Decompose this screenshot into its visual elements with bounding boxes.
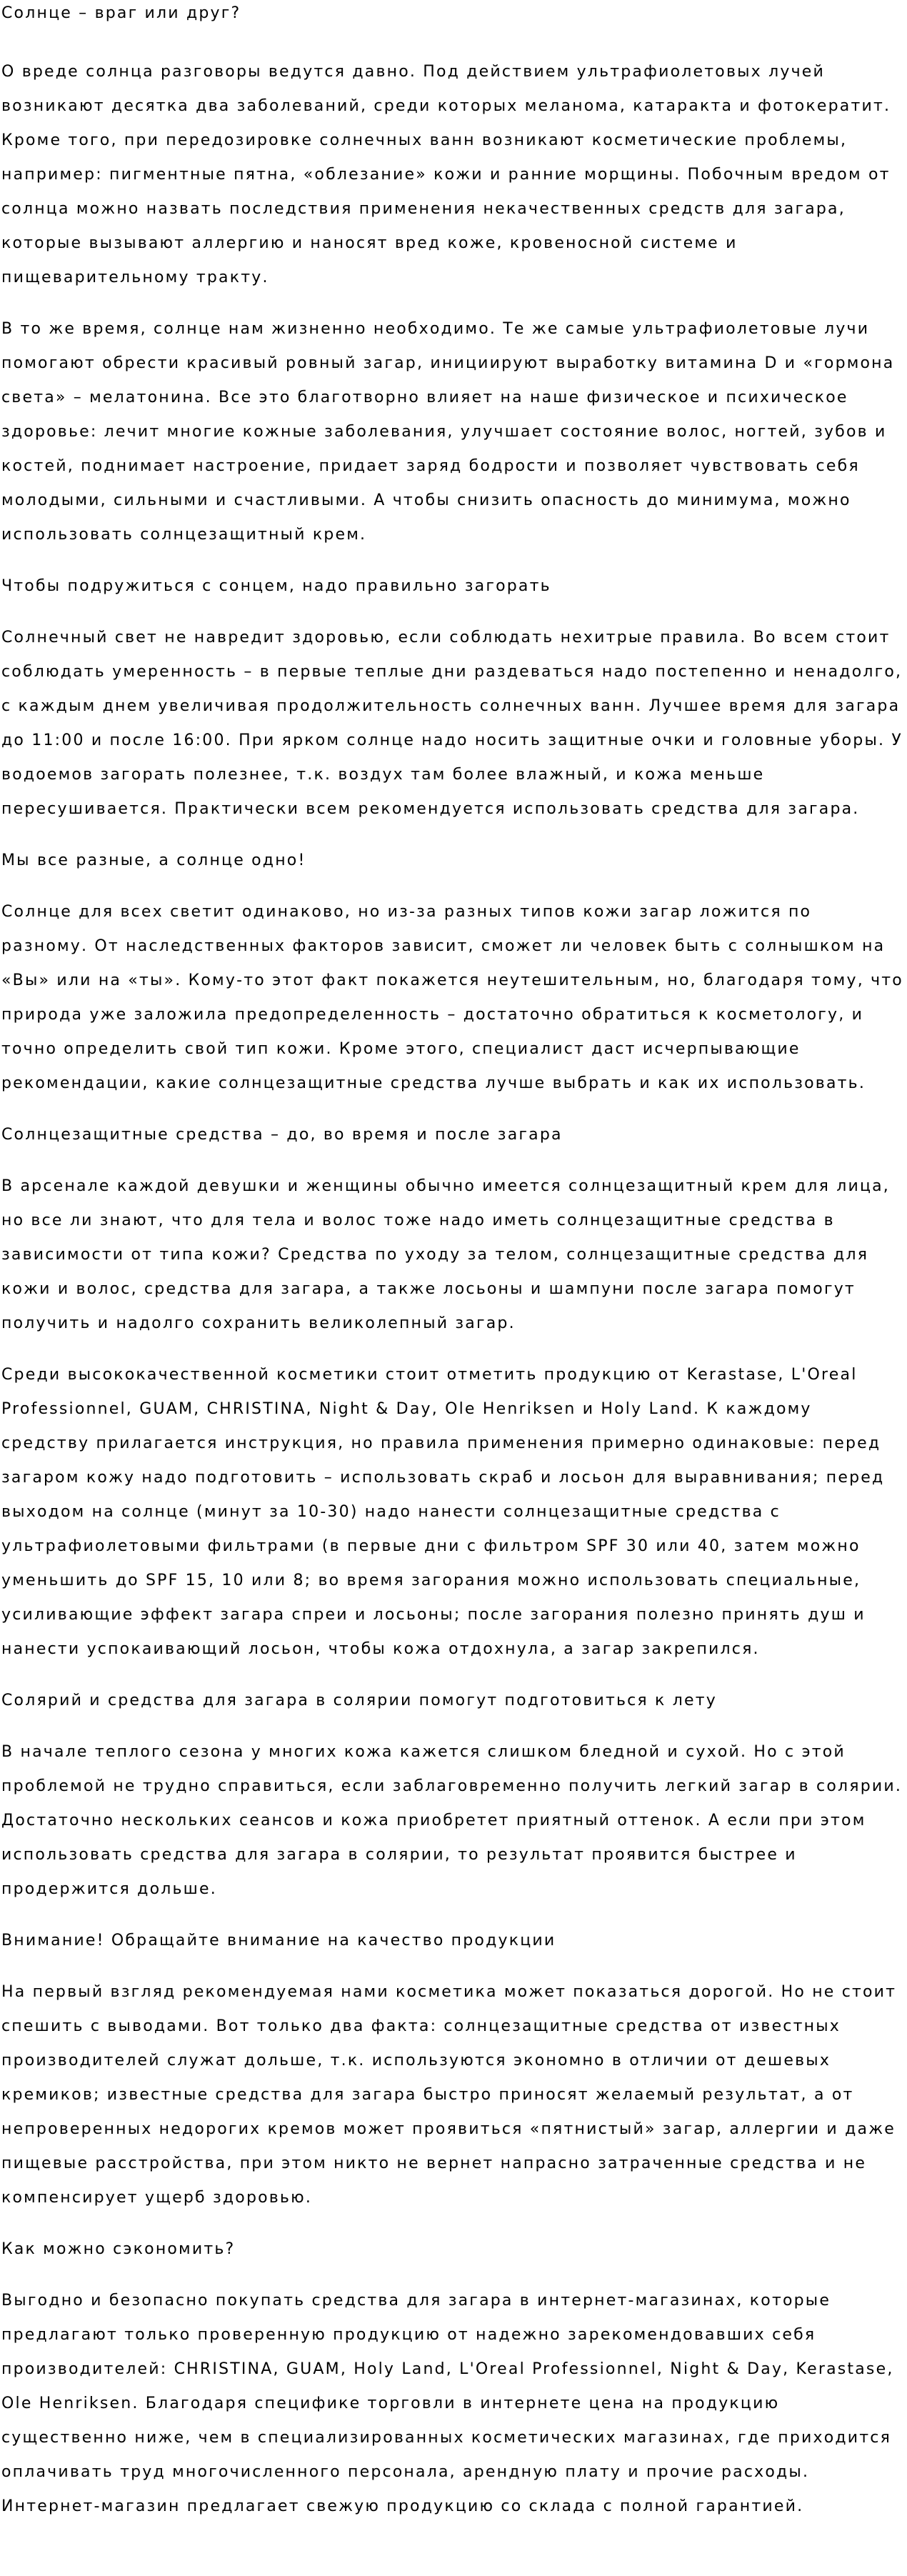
section-heading: Чтобы подружиться с сонцем, надо правильно загорать [1,577,551,595]
section-heading: Солярий и средства для загара в солярии помогут подготовиться к лету [1,1692,717,1709]
section-heading: Как можно сэкономить? [1,2240,236,2258]
paragraph: Солнце для всех светит одинаково, но из-за разных типов кожи загар ложится по разному. От наследственных факторов зависит, сможет ли человек быть с солнышком на «Вы» или на «ты». Кому-то этот факт покажется неутешительным, но, благодаря тому, что природа уже заложила предопределенность – достаточно обратиться к косметологу, и точно определить свой тип кожи. Кроме этого, специалист даст исчерпывающие рекомендации, какие солнцезащитные средства лучше выбрать и как их использовать. [1,903,903,1092]
paragraph: В арсенале каждой девушки и женщины обычно имеется солнцезащитный крем для лица, но все ли знают, что для тела и волос тоже надо иметь солнцезащитные средства в зависимости от типа кожи? Средства по уходу за телом, солнцезащитные средства для кожи и волос, средства для загара, а также лосьоны и шампуни после загара помогут получить и надолго сохранить великолепный загар. [1,1177,890,1332]
paragraph: Среди высококачественной косметики стоит отметить продукцию от Kerastase, L'Oreal Professionnel, GUAM, CHRISTINA, Night & Day, Ole Henriksen и Holy Land. К каждому средству прилагается инструкция, но правила применения примерно одинаковые: перед загаром кожу надо подготовить – использовать скраб и лосьон для выравнивания; перед выходом на солнце (минут за 10-30) надо нанести солнцезащитные средства с ультрафиолетовыми фильтрами (в первые дни с фильтром SPF 30 или 40, затем можно уменьшить до SPF 15, 10 или 8; во время загорания можно использовать специальные, усиливающие эффект загара спреи и лосьоны; после загорания полезно принять душ и нанести успокаивающий лосьон, чтобы кожа отдохнула, а загар закрепился. [1,1366,885,1658]
paragraph: О вреде солнца разговоры ведутся давно. Под действием ультрафиолетовых лучей возникают десятка два заболеваний, среди которых меланома, катаракта и фотокератит. Кроме того, при передозировке солнечных ванн возникают косметические проблемы, например: пигментные пятна, «облезание» кожи и ранние морщины. Побочным вредом от солнца можно назвать последствия применения некачественных средств для загара, которые вызывают аллергию и наносят вред коже, кровеносной системе и пищеварительному тракту. [1,63,891,286]
page-title: Солнце – враг или друг? [1,4,241,22]
paragraph: Выгодно и безопасно покупать средства для загара в интернет-магазинах, которые предлагают только проверенную продукцию от надежно зарекомендовавших себя производителей: CHRISTINA, GUAM, Holy Land, L'Oreal Professionnel, Night & Day, Kerastase, Ole Henriksen. Благодаря специфике торговли в интернете цена на продукцию существенно ниже, чем в специализированных косметических магазинах, где приходится оплачивать труд многочисленного персонала, арендную плату и прочие расходы. Интернет-магазин предлагает свежую продукцию со склада с полной гарантией. [1,2292,894,2515]
paragraph: Солнечный свет не навредит здоровью, если соблюдать нехитрые правила. Во всем стоит соблюдать умеренность – в первые теплые дни раздеваться надо постепенно и ненадолго, с каждым днем увеличивая продолжительность солнечных ванн. Лучшее время для загара до 11:00 и после 16:00. При ярком солнце надо носить защитные очки и головные уборы. У водоемов загорать полезнее, т.к. воздух там более влажный, и кожа меньше пересушивается. Практически всем рекомендуется использовать средства для загара. [1,629,903,818]
section-heading: Мы все разные, а солнце одно! [1,852,306,869]
document-body [1,55,904,2524]
section-heading: Солнцезащитные средства – до, во время и после загара [1,1126,563,1144]
paragraph: В начале теплого сезона у многих кожа кажется слишком бледной и сухой. Но с этой проблемой не трудно справиться, если заблаговременно получить легкий загар в солярии. Достаточно нескольких сеансов и кожа приобретет приятный оттенок. А если при этом использовать средства для загара в солярии, то результат проявится быстрее и продержится дольше. [1,1743,903,1898]
paragraph: В то же время, солнце нам жизненно необходимо. Те же самые ультрафиолетовые лучи помогают обрести красивый ровный загар, инициируют выработку витамина D и «гормона света» – мелатонина. Все это благотворно влияет на наше физическое и психическое здоровье: лечит многие кожные заболевания, улучшает состояние волос, ногтей, зубов и костей, поднимает настроение, придает заряд бодрости и позволяет чувствовать себя молодыми, сильными и счастливыми. А чтобы снизить опасность до минимума, можно использовать солнцезащитный крем. [1,320,895,544]
paragraph: На первый взгляд рекомендуемая нами косметика может показаться дорогой. Но не стоит спешить с выводами. Вот только два факта: солнцезащитные средства от известных производителей служат дольше, т.к. используются экономно в отличии от дешевых кремиков; известные средства для загара быстро приносят желаемый результат, а от непроверенных недорогих кремов может проявиться «пятнистый» загар, аллергии и даже пищевые расстройства, при этом никто не вернет напрасно затраченные средства и не компенсирует ущерб здоровью. [1,1983,897,2207]
section-heading: Внимание! Обращайте внимание на качество продукции [1,1932,556,1950]
